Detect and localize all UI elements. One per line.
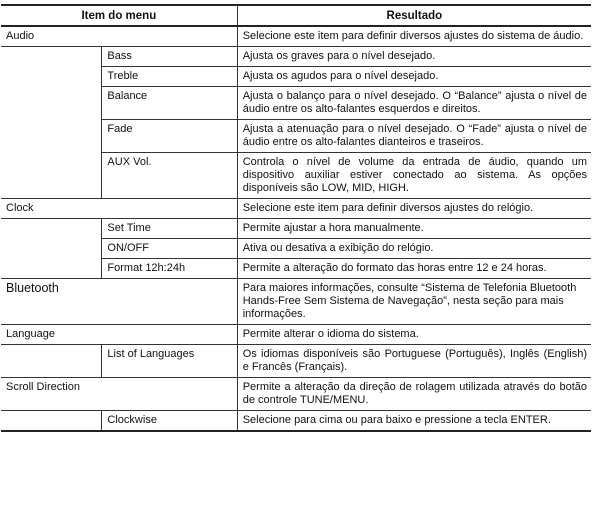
table-row — [1, 259, 591, 279]
table-row — [1, 87, 591, 120]
result-text: Permite a alteração da direção de rolagem utilizada através do botão de controle TUNE/MENU. — [237, 378, 591, 411]
table-row — [1, 378, 591, 411]
indent-cell — [1, 259, 102, 279]
result-text: Controla o nível de volume da entrada de áudio, quando um dispositivo auxiliar estiver conectado ao sistema. As opções disponíveis são LOW, MID, HIGH. — [237, 153, 591, 199]
table-row — [1, 26, 591, 47]
indent-cell — [1, 411, 102, 432]
result-text: Ajusta os graves para o nível desejado. — [237, 47, 591, 67]
indent-cell — [1, 219, 102, 239]
menu-item-scroll-direction: Scroll Direction — [1, 378, 237, 411]
result-text: Ativa ou desativa a exibição do relógio. — [237, 239, 591, 259]
result-text: Ajusta o balanço para o nível desejado. O “Balance” ajusta o nível de áudio entre os alto-falantes esquerdos e direitos. — [237, 87, 591, 120]
header-item: Item do menu — [1, 5, 237, 26]
indent-cell — [1, 239, 102, 259]
table-row — [1, 120, 591, 153]
indent-cell — [1, 345, 102, 378]
submenu-item-aux-vol: AUX Vol. — [102, 153, 237, 199]
submenu-item-clockwise: Clockwise — [102, 411, 237, 432]
result-text: Permite ajustar a hora manualmente. — [237, 219, 591, 239]
submenu-item-balance: Balance — [102, 87, 237, 120]
result-text: Os idiomas disponíveis são Portuguese (Português), Inglês (English) e Francês (Français). — [237, 345, 591, 378]
menu-table — [1, 4, 591, 432]
menu-item-bluetooth: Bluetooth — [1, 279, 237, 325]
result-text: Permite a alteração do formato das horas entre 12 e 24 horas. — [237, 259, 591, 279]
submenu-item-format: Format 12h:24h — [102, 259, 237, 279]
table-row — [1, 325, 591, 345]
table-row — [1, 345, 591, 378]
indent-cell — [1, 87, 102, 120]
submenu-item-fade: Fade — [102, 120, 237, 153]
submenu-item-set-time: Set Time — [102, 219, 237, 239]
submenu-item-on-off: ON/OFF — [102, 239, 237, 259]
result-text: Selecione este item para definir diversos ajustes do sistema de áudio. — [237, 26, 591, 47]
result-text: Permite alterar o idioma do sistema. — [237, 325, 591, 345]
result-text: Para maiores informações, consulte “Sistema de Telefonia Bluetooth Hands-Free Sem Sistema de Navegação”, nesta seção para mais informações. — [237, 279, 591, 325]
submenu-item-list-of-languages: List of Languages — [102, 345, 237, 378]
indent-cell — [1, 120, 102, 153]
menu-item-audio: Audio — [1, 26, 237, 47]
indent-cell — [1, 47, 102, 67]
result-text: Selecione este item para definir diversos ajustes do relógio. — [237, 199, 591, 219]
table-row — [1, 219, 591, 239]
table-row — [1, 199, 591, 219]
indent-cell — [1, 153, 102, 199]
table-row — [1, 411, 591, 432]
table-row — [1, 279, 591, 325]
table-row — [1, 47, 591, 67]
table-row — [1, 153, 591, 199]
submenu-item-treble: Treble — [102, 67, 237, 87]
menu-item-language: Language — [1, 325, 237, 345]
table-row — [1, 239, 591, 259]
result-text: Selecione para cima ou para baixo e pressione a tecla ENTER. — [237, 411, 591, 432]
menu-item-clock: Clock — [1, 199, 237, 219]
indent-cell — [1, 67, 102, 87]
table-row — [1, 67, 591, 87]
result-text: Ajusta os agudos para o nível desejado. — [237, 67, 591, 87]
submenu-item-bass: Bass — [102, 47, 237, 67]
result-text: Ajusta a atenuação para o nível desejado. O “Fade” ajusta o nível de áudio entre os alto-falantes dianteiros e traseiros. — [237, 120, 591, 153]
header-result: Resultado — [237, 5, 591, 26]
table-header-row — [1, 5, 591, 26]
